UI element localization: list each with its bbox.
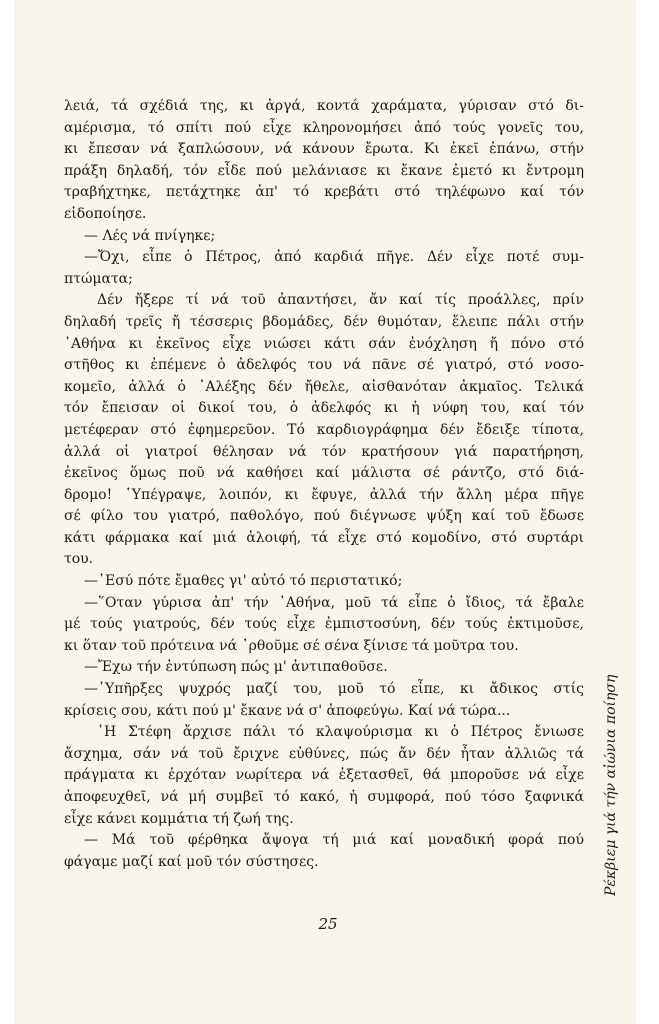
- text-line: —῾Υπῆρξες ψυχρός μαζί του, μοῦ τό εἶπε, κι ἄδικος στίς: [84, 681, 584, 698]
- text-line: —᾿Εσύ πότε ἔμαθες γι' αὐτό τό περιστατικό;: [84, 573, 403, 590]
- text-line: εἶχε κάνει κομμάτια τή ζωή της.: [64, 810, 294, 827]
- text-line: κι ὅταν τοῦ πρότεινα νά ᾿ρθοῦμε σέ σένα ξίνισε τά μοῦτρα του.: [64, 637, 519, 654]
- text-line: δρομο! ῾Υπέγραψε, λοιπόν, κι ἔφυγε, ἀλλά τήν ἄλλη μέρα πῆγε: [64, 486, 584, 503]
- page-margin: [636, 0, 659, 1024]
- text-line: — Μά τοῦ φέρθηκα ἄψογα τή μιά καί μοναδική φορά πού: [84, 832, 584, 849]
- text-line: κάτι φάρμακα καί μιά ἀλοιφή, τά εἶχε στό κομοδίνο, στό συρτάρι: [64, 529, 584, 546]
- text-line: φάγαμε μαζί καί μοῦ τόν σύστησες.: [64, 853, 319, 870]
- text-line: τραβήχτηκε, πετάχτηκε ἀπ' τό κρεβάτι στό τηλέφωνο καί τόν: [64, 184, 584, 201]
- book-page: [14, 0, 642, 1024]
- text-line: Δέν ἤξερε τί νά τοῦ ἀπαντήσει, ἄν καί τίς προάλλες, πρίν: [97, 292, 584, 309]
- text-line: ἄσχημα, σάν νά τοῦ ἔριχνε εὐθύνες, πώς ἄν δέν ἦταν ἀλλιῶς τά: [64, 745, 584, 762]
- page-number: 25: [318, 915, 338, 933]
- text-line: ῾Η Στέφη ἄρχισε πάλι τό κλαψούρισμα κι ὁ Πέτρος ἔνιωσε: [97, 724, 584, 741]
- running-title: Ρέκβιεμ γιά τήν αἰώνια ποίηση: [603, 674, 619, 896]
- text-line: πράγματα κι ἐρχόταν νωρίτερα νά ἐξετασθεῖ, θά μποροῦσε νά εἶχε: [64, 767, 584, 784]
- text-line: λειά, τά σχέδιά της, κι ἀργά, κοντά χαράματα, γύρισαν στό δι-: [64, 98, 584, 114]
- text-line: πράξη δηλαδή, τόν εἶδε πού μελάνιασε κι ἔκανε ἐμετό κι ἔντρομη: [64, 162, 584, 179]
- text-line: του.: [64, 551, 94, 568]
- text-line: κομεῖο, ἀλλά ὁ ᾿Αλέξης δέν ἤθελε, αἰσθανόταν ἀκμαῖος. Τελικά: [64, 378, 584, 395]
- text-line: ἀλλά οἱ γιατροί θέλησαν νά τόν κρατήσουν γιά παρατήρηση,: [64, 443, 584, 460]
- text-line: στῆθος κι ἐπέμενε ὁ ἀδελφός του νά πᾶνε σέ γιατρό, στό νοσο-: [64, 357, 584, 374]
- text-line: ἀποφευχθεῖ, νά μή συμβεῖ τό κακό, ἡ συμφορά, πού τόσο ξαφνικά: [64, 789, 584, 805]
- body-text: [64, 96, 584, 873]
- text-line: — Λές νά πνίγηκε;: [84, 227, 216, 244]
- text-line: τόν ἔπεισαν οἱ δικοί του, ὁ ἀδελφός κι ἡ νύφη του, καί τόν: [64, 400, 584, 417]
- text-line: —῞Οταν γύρισα ἀπ' τήν ᾿Αθήνα, μοῦ τά εἶπε ὁ ἴδιος, τά ἔβαλε: [84, 594, 584, 611]
- text-line: μετέφεραν στό ἐφημερεῦον. Τό καρδιογράφημα δέν ἔδειξε τίποτα,: [64, 421, 584, 438]
- text-line: δηλαδή τρεῖς ἤ τέσσερις βδομάδες, δέν θυμόταν, ἔλειπε πάλι στήν: [64, 313, 584, 330]
- text-line: ἐκεῖνος ὅμως ποῦ νά καθήσει καί μάλιστα σέ ράντζο, στό διά-: [64, 465, 584, 482]
- text-line: εἰδοποίησε.: [64, 205, 147, 222]
- text-line: —Ὄχι, εἶπε ὁ Πέτρος, ἀπό καρδιά πῆγε. Δέν εἶχε ποτέ συμ-: [84, 249, 584, 266]
- text-line: πτώματα;: [64, 270, 133, 287]
- text-line: κι ἔπεσαν νά ξαπλώσουν, νά κάνουν ἔρωτα. Κι ἐκεῖ ἐπάνω, στήν: [64, 141, 584, 158]
- text-line: αμέρισμα, τό σπίτι πού εἶχε κληρονομήσει ἀπό τούς γονεῖς του,: [64, 119, 584, 136]
- text-line: —Ἔχω τήν ἐντύπωση πώς μ' ἀντιπαθοῦσε.: [84, 659, 388, 676]
- text-line: ᾿Αθήνα κι ἐκεῖνος εἶχε νιώσει κάτι σάν ἐνόχληση ἤ πόνο στό: [64, 335, 584, 352]
- text-line: σέ φίλο του γιατρό, παθολόγο, πού διέγνωσε ψύξη καί τοῦ ἔδωσε: [64, 508, 584, 525]
- text-line: κρίσεις σου, κάτι πού μ' ἔκανε νά σ' ἀποφεύγω. Καί νά τώρα...: [64, 702, 511, 719]
- text-line: μέ τούς γιατρούς, δέν τούς εἶχε ἐμπιστοσύνη, δέν τούς ἐκτιμοῦσε,: [64, 616, 584, 633]
